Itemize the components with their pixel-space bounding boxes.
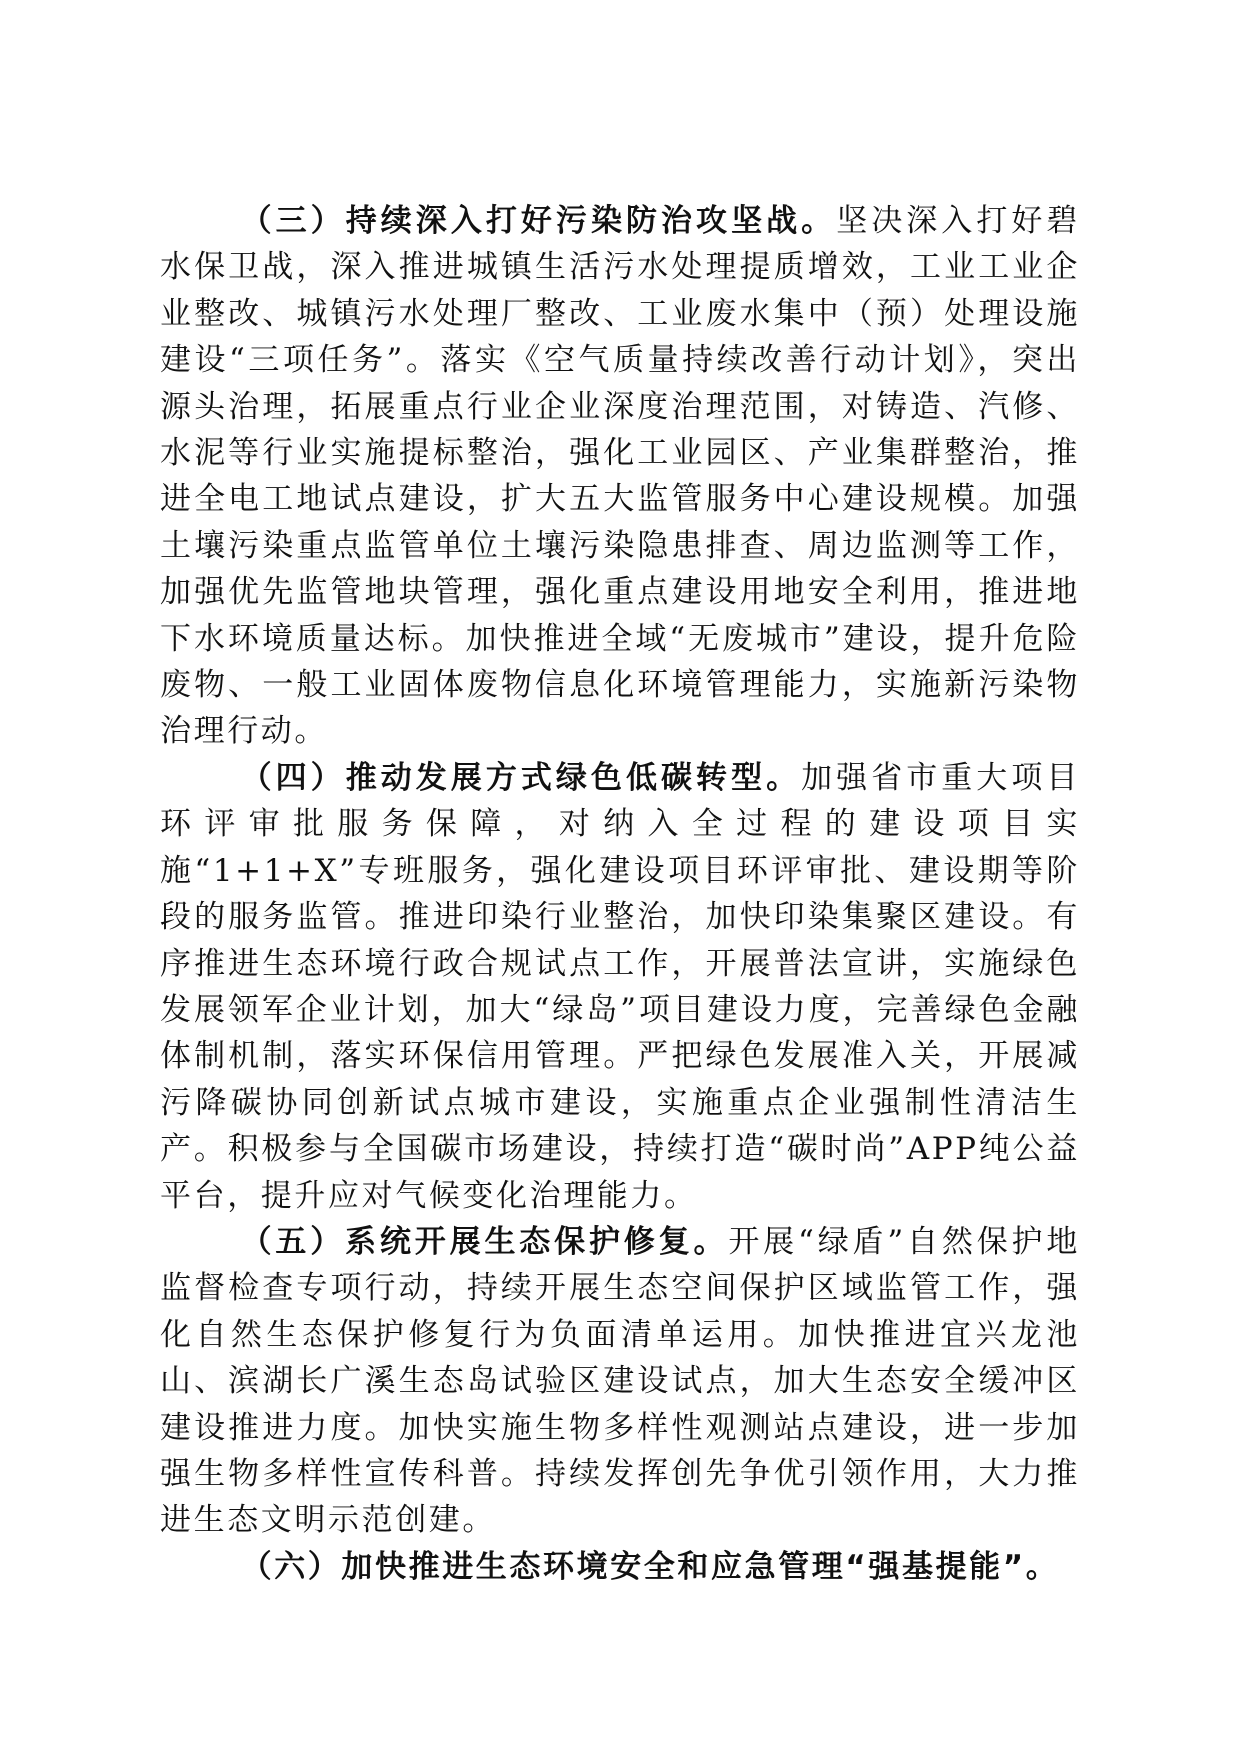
section-heading-3: （三）持续深入打好污染防治攻坚战。 <box>240 203 837 239</box>
paragraph-ecological-protection <box>160 1219 1080 1544</box>
paragraph-green-transition <box>160 755 1080 1219</box>
paragraph-emergency-management <box>160 1544 1080 1590</box>
section-text-3: 坚决深入打好碧水保卫战，深入推进城镇生活污水处理提质增效，工业工业企业整改、城镇污水处理厂整改、工业废水集中（预）处理设施建设“三项任务”。落实《空气质量持续改善行动计划》，突出源头治理，拓展重点行业企业深度治理范围，对铸造、汽修、水泥等行业实施提标整治，强化工业园区、产业集群整治，推进全电工地试点建设，扩大五大监管服务中心建设规模。加强土壤污染重点监管单位土壤污染隐患排查、周边监测等工作，加强优先监管地块管理，强化重点建设用地安全利用，推进地下水环境质量达标。加快推进全域“无废城市”建设，提升危险废物、一般工业固体废物信息化环境管理能力，实施新污染物治理行动。 <box>160 203 1080 750</box>
section-heading-6: （六）加快推进生态环境安全和应急管理“强基提能”。 <box>240 1548 1060 1585</box>
section-text-4: 加强省市重大项目环评审批服务保障，对纳入全过程的建设项目实施“1+1+X”专班服务，强化建设项目环评审批、建设期等阶段的服务监管。推进印染行业整治，加快印染集聚区建设。有序推进生态环境行政合规试点工作，开展普法宣讲，实施绿色发展领军企业计划，加大“绿岛”项目建设力度，完善绿色金融体制机制，落实环保信用管理。严把绿色发展准入关，开展减污降碳协同创新试点城市建设，实施重点企业强制性清洁生产。积极参与全国碳市场建设，持续打造“碳时尚”APP纯公益平台，提升应对气候变化治理能力。 <box>160 759 1080 1214</box>
paragraph-pollution-prevention <box>160 198 1080 755</box>
section-heading-4: （四）推动发展方式绿色低碳转型。 <box>240 759 802 796</box>
section-text-5: 开展“绿盾”自然保护地监督检查专项行动，持续开展生态空间保护区域监管工作，强化自然生态保护修复行为负面清单运用。加快推进宜兴龙池山、滨湖长广溪生态岛试验区建设试点，加大生态安全缓冲区建设推进力度。加快实施生物多样性观测站点建设，进一步加强生物多样性宣传科普。持续发挥创先争优引领作用，大力推进生态文明示范创建。 <box>160 1223 1080 1539</box>
section-heading-5: （五）系统开展生态保护修复。 <box>240 1223 729 1260</box>
document-body <box>160 198 1080 1590</box>
